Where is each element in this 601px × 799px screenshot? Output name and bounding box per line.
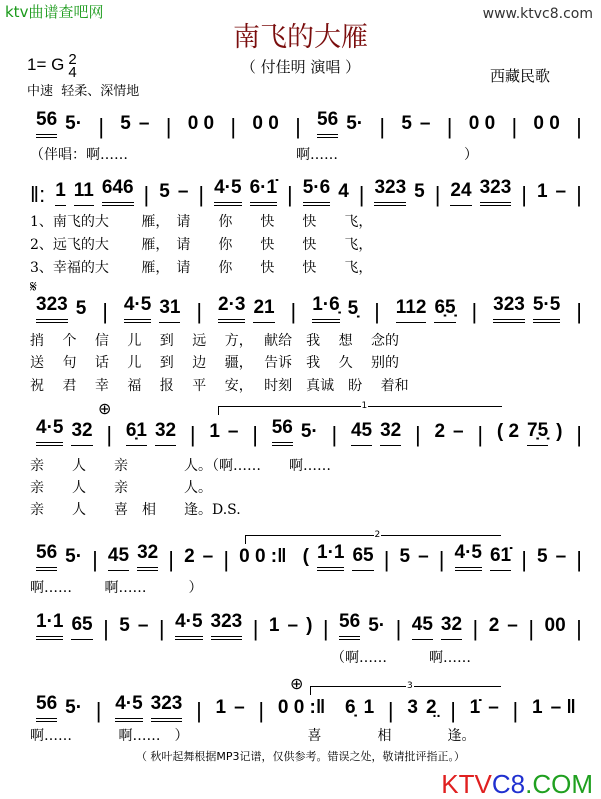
measure xyxy=(210,697,251,722)
lyric-line: 祝 君 幸 福 报 平 安， 时刻 真诚 盼 着和 xyxy=(30,378,409,394)
note-group: 4·5 xyxy=(455,542,482,571)
barline: | xyxy=(158,616,165,641)
measure xyxy=(483,615,524,640)
measure xyxy=(178,546,219,571)
barline: | xyxy=(438,547,445,572)
lyric-line: 亲 人 喜 相 逢。D.S. xyxy=(30,502,241,518)
note-group: 5· xyxy=(346,113,364,134)
measure xyxy=(526,697,582,722)
note-group: 5 xyxy=(119,615,130,636)
note-group: 45 xyxy=(351,420,372,446)
note-group: 32 xyxy=(441,614,462,640)
note-group: 1 xyxy=(268,615,280,636)
note-group: – ‖ xyxy=(550,697,576,718)
note-group: 1̇ xyxy=(469,697,481,718)
volta-bracket xyxy=(218,401,502,415)
repeat-start: ‖: xyxy=(30,182,46,207)
lyric-line: （啊…… 啊…… xyxy=(30,650,471,666)
coda-sign: ⊕ xyxy=(290,674,304,693)
note-group: 56 xyxy=(339,611,360,640)
note-group: – xyxy=(488,697,499,718)
note-group: – xyxy=(227,421,239,442)
barline: | xyxy=(230,114,237,139)
note-group: 5 xyxy=(75,298,87,319)
note-group: 4·5 xyxy=(124,294,151,323)
measure xyxy=(114,113,155,138)
note-group: 56 xyxy=(36,542,57,571)
measure xyxy=(339,697,380,722)
lyric-line: 1、南飞的大 雁， 请 你 快 快 飞， xyxy=(30,214,373,230)
barline: | xyxy=(450,698,456,723)
barline: | xyxy=(415,422,421,447)
measure xyxy=(395,113,436,138)
barline: | xyxy=(472,616,479,641)
lyric-line: 捎 个 信 儿 到 远 方， 献给 我 想 念的 xyxy=(30,333,400,349)
measure xyxy=(208,177,283,206)
measure xyxy=(449,542,518,571)
note-group: 1·1 xyxy=(317,542,344,571)
note-group: 0 0 :‖ xyxy=(239,546,287,567)
time-signature xyxy=(68,50,77,81)
note-group: – xyxy=(419,113,431,134)
note-group: 45 xyxy=(108,545,129,571)
barline: | xyxy=(92,547,98,572)
measure xyxy=(169,611,248,640)
barline: | xyxy=(196,698,202,723)
barline: | xyxy=(252,422,258,447)
measure xyxy=(212,294,281,323)
note-group: 5·6 xyxy=(303,177,330,206)
note-group: 6̣5̣ xyxy=(434,297,455,323)
barline: | xyxy=(189,422,196,447)
note-group: 00 xyxy=(544,615,566,636)
note-group: 61̇ xyxy=(490,545,511,571)
note-group: 32 xyxy=(137,542,158,571)
note-group: – xyxy=(507,615,518,636)
measure xyxy=(297,177,355,206)
measure xyxy=(109,693,188,722)
time-top: 2 xyxy=(68,50,77,68)
note-group: 5· xyxy=(65,546,83,567)
measure xyxy=(390,297,462,323)
note-group: ) xyxy=(306,615,313,636)
note-group: 2 xyxy=(434,421,446,442)
measure xyxy=(272,697,331,722)
volta-bracket xyxy=(245,530,501,544)
measure xyxy=(539,615,572,640)
barline: | xyxy=(576,422,582,447)
volta-number: 2 xyxy=(374,530,381,540)
measure xyxy=(333,611,391,640)
site-url: www.ktvc8.com xyxy=(482,6,593,22)
note-group: 7̣5̣ xyxy=(527,420,548,446)
note-group: 323 xyxy=(211,611,243,640)
key-signature xyxy=(27,52,77,79)
barline: | xyxy=(521,182,527,207)
note-group: 56 xyxy=(36,109,57,138)
note-group: 323 xyxy=(374,177,406,206)
measure xyxy=(182,113,220,138)
note-group: 5· xyxy=(368,615,386,636)
measure xyxy=(444,177,517,206)
note-group: 32 xyxy=(155,420,176,446)
barline: | xyxy=(576,182,582,207)
measure xyxy=(113,615,154,640)
measure xyxy=(531,546,572,571)
note-group: 646 xyxy=(102,177,134,206)
lyric-line: 3、幸福的大 雁， 请 你 快 快 飞， xyxy=(30,260,373,276)
note-group: 6̣ xyxy=(345,697,356,718)
lyric-line: 2、远飞的大 雁， 请 你 快 快 飞， xyxy=(30,237,373,253)
lyric-line: 送 句 话 儿 到 边 疆， 告诉 我 久 别的 xyxy=(30,355,400,371)
note-group: – xyxy=(555,181,567,202)
note-group: 5·5 xyxy=(533,294,560,323)
note-group: 4·5 xyxy=(214,177,241,206)
note-group: – xyxy=(202,546,214,567)
barline: | xyxy=(287,182,293,207)
note-group: 1 xyxy=(209,421,220,442)
note-group: ) xyxy=(556,421,563,442)
note-group: 56 xyxy=(36,693,57,722)
note-group: 0 0 :‖ xyxy=(277,697,326,718)
note-group: 0 0 xyxy=(252,113,279,134)
measure xyxy=(153,181,194,206)
barline: | xyxy=(576,114,582,139)
barline: | xyxy=(98,114,105,139)
measure xyxy=(406,614,468,640)
logo-dot: . xyxy=(525,769,533,799)
coda-sign: ⊕ xyxy=(98,399,112,418)
note-group: 5· xyxy=(65,697,83,718)
measure xyxy=(487,294,566,323)
measure xyxy=(311,109,369,138)
barline: | xyxy=(379,114,386,139)
barline: | xyxy=(252,616,259,641)
note-group: 1 xyxy=(363,697,375,718)
note-group: 323 xyxy=(151,693,183,722)
barline: | xyxy=(576,547,582,572)
note-group: 32 xyxy=(71,420,92,446)
note-group: 0 0 xyxy=(187,113,215,134)
note-group: 4·5 xyxy=(36,417,63,446)
note-group: 323 xyxy=(493,294,525,323)
note-group: – xyxy=(234,697,245,718)
notation-system xyxy=(30,177,582,207)
note-group: 5̣ xyxy=(347,298,359,319)
barline: | xyxy=(521,547,527,572)
barline: | xyxy=(511,114,518,139)
notation-system xyxy=(30,417,582,447)
note-group: – xyxy=(287,615,299,636)
barline: | xyxy=(395,616,402,641)
measure xyxy=(102,542,164,571)
key-label: 1= G xyxy=(27,55,65,74)
measure xyxy=(30,417,99,446)
ktvc8-logo xyxy=(441,770,593,798)
measure xyxy=(246,113,284,138)
note-group: 21 xyxy=(253,297,274,323)
note-group: 5 xyxy=(537,546,548,567)
notation-system xyxy=(30,109,582,139)
measure xyxy=(464,697,505,722)
barline: | xyxy=(387,698,394,723)
note-group: – xyxy=(555,546,567,567)
note-group: 4·5 xyxy=(175,611,202,640)
logo-com: COM xyxy=(532,769,593,799)
tempo-marking: 中速 轻柔、深情地 xyxy=(27,84,140,99)
note-group: 2 xyxy=(184,546,195,567)
note-group: 56 xyxy=(317,109,338,138)
barline: | xyxy=(512,698,519,723)
note-group: 5· xyxy=(300,421,318,442)
measure xyxy=(527,113,565,138)
note-group: 65 xyxy=(71,614,92,640)
barline: | xyxy=(383,547,390,572)
barline: | xyxy=(106,422,113,447)
barline: | xyxy=(258,698,265,723)
notation-system xyxy=(30,542,582,572)
barline: | xyxy=(358,182,365,207)
note-group: 2 xyxy=(488,615,500,636)
volta-bracket xyxy=(310,681,501,695)
note-group: 31 xyxy=(159,297,180,323)
measure xyxy=(428,421,469,446)
note-group: 1 xyxy=(531,697,543,718)
barline: | xyxy=(102,299,108,324)
barline: | xyxy=(374,299,380,324)
barline: | xyxy=(434,182,441,207)
note-group: 5 xyxy=(120,113,131,134)
note-group: 3 xyxy=(407,697,418,718)
barline: | xyxy=(528,616,535,641)
note-group: 0 0 xyxy=(533,113,560,134)
measure xyxy=(118,294,187,323)
note-group: 112 xyxy=(396,297,427,323)
measure xyxy=(266,417,324,446)
note-group: 323 xyxy=(36,294,68,323)
measure xyxy=(30,542,88,571)
measure xyxy=(491,420,569,446)
barline: | xyxy=(295,114,301,139)
note-group: – xyxy=(177,181,189,202)
barline: | xyxy=(331,422,338,447)
note-group: 1·6̣ xyxy=(312,294,339,323)
barline: | xyxy=(165,114,172,139)
segno-sign: 𝄋 xyxy=(30,277,37,296)
lyric-line: 啊…… 啊…… ） xyxy=(30,580,203,596)
song-origin: 西藏民歌 xyxy=(490,67,551,85)
note-group: 4 xyxy=(338,181,349,202)
note-group: 5 xyxy=(401,113,412,134)
note-group: 1 xyxy=(215,697,227,718)
note-group: 45 xyxy=(412,614,433,640)
volta-number: 1 xyxy=(361,401,368,411)
measure xyxy=(393,546,434,571)
note-group: 1·1 xyxy=(36,611,63,640)
lyric-line: 啊…… 啊…… ） 喜 相 逢。 xyxy=(30,728,476,744)
lyric-line: 亲 人 亲 人。 xyxy=(30,480,212,496)
note-group: 2·3 xyxy=(218,294,245,323)
note-group: 4·5 xyxy=(115,693,142,722)
note-group: 6̣1 xyxy=(126,420,147,446)
note-group: 1 xyxy=(536,181,548,202)
barline: | xyxy=(446,114,453,139)
measure xyxy=(401,697,442,722)
lyric-line: 亲 人 亲 人。（啊…… 啊…… xyxy=(30,458,331,474)
measure xyxy=(463,113,501,138)
measure xyxy=(30,294,92,323)
note-group: 5· xyxy=(65,113,83,134)
notation-system xyxy=(30,294,582,324)
measure xyxy=(30,611,99,640)
barline: | xyxy=(168,547,174,572)
measure xyxy=(233,546,292,571)
note-group: 323 xyxy=(480,177,512,206)
measure xyxy=(203,421,244,446)
note-group: – xyxy=(137,615,149,636)
measure xyxy=(531,181,572,206)
barline: | xyxy=(477,422,484,447)
note-group: 5 xyxy=(414,181,425,202)
logo-c8: C8 xyxy=(491,769,526,799)
note-group: 11 xyxy=(74,180,94,206)
barline: | xyxy=(576,299,582,324)
note-group: – xyxy=(453,421,464,442)
song-title: 南飞的大雁 xyxy=(233,22,368,53)
measure xyxy=(30,693,88,722)
barline: | xyxy=(103,616,109,641)
time-bottom: 4 xyxy=(68,63,77,81)
note-group: ( 2 xyxy=(496,421,520,442)
measure xyxy=(120,420,182,446)
logo-ktv: KTV xyxy=(441,769,492,799)
barline: | xyxy=(223,547,230,572)
barline: | xyxy=(196,299,203,324)
note-group: 0 0 xyxy=(468,113,496,134)
footer-note: （ 秋叶起舞根据MP3记谱，仅供参考。错误之处，敬请批评指正。） xyxy=(135,750,466,763)
note-group: 32 xyxy=(380,420,401,446)
volta-number: 3 xyxy=(407,681,413,691)
note-group: – xyxy=(418,546,429,567)
note-group: 24 xyxy=(450,180,471,206)
measure xyxy=(30,109,88,138)
site-name: ktv曲谱查吧网 xyxy=(5,3,104,21)
note-group: 56 xyxy=(272,417,293,446)
measure xyxy=(49,177,139,206)
barline: | xyxy=(322,616,329,641)
note-group: 1 xyxy=(55,180,66,206)
barline: | xyxy=(576,616,582,641)
note-group: 65 xyxy=(352,545,373,571)
measure xyxy=(368,177,430,206)
notation-system xyxy=(30,611,582,641)
note-group: 6·1̇ xyxy=(250,177,277,206)
measure xyxy=(297,542,380,571)
barline: | xyxy=(290,299,297,324)
measure xyxy=(306,294,364,323)
measure xyxy=(263,615,318,640)
note-group: 5 xyxy=(159,181,170,202)
performer: （ 付佳明 演唱 ） xyxy=(240,58,361,76)
notation-system xyxy=(30,693,582,723)
barline: | xyxy=(95,698,102,723)
note-group: ( xyxy=(302,546,309,567)
barline: | xyxy=(143,182,150,207)
lyric-line: （伴唱：啊…… 啊…… ） xyxy=(30,147,478,163)
note-group: 2̤ xyxy=(425,697,437,718)
note-group: 5 xyxy=(399,546,411,567)
barline: | xyxy=(471,299,478,324)
barline: | xyxy=(198,182,205,207)
note-group: – xyxy=(138,113,150,134)
measure xyxy=(345,420,407,446)
